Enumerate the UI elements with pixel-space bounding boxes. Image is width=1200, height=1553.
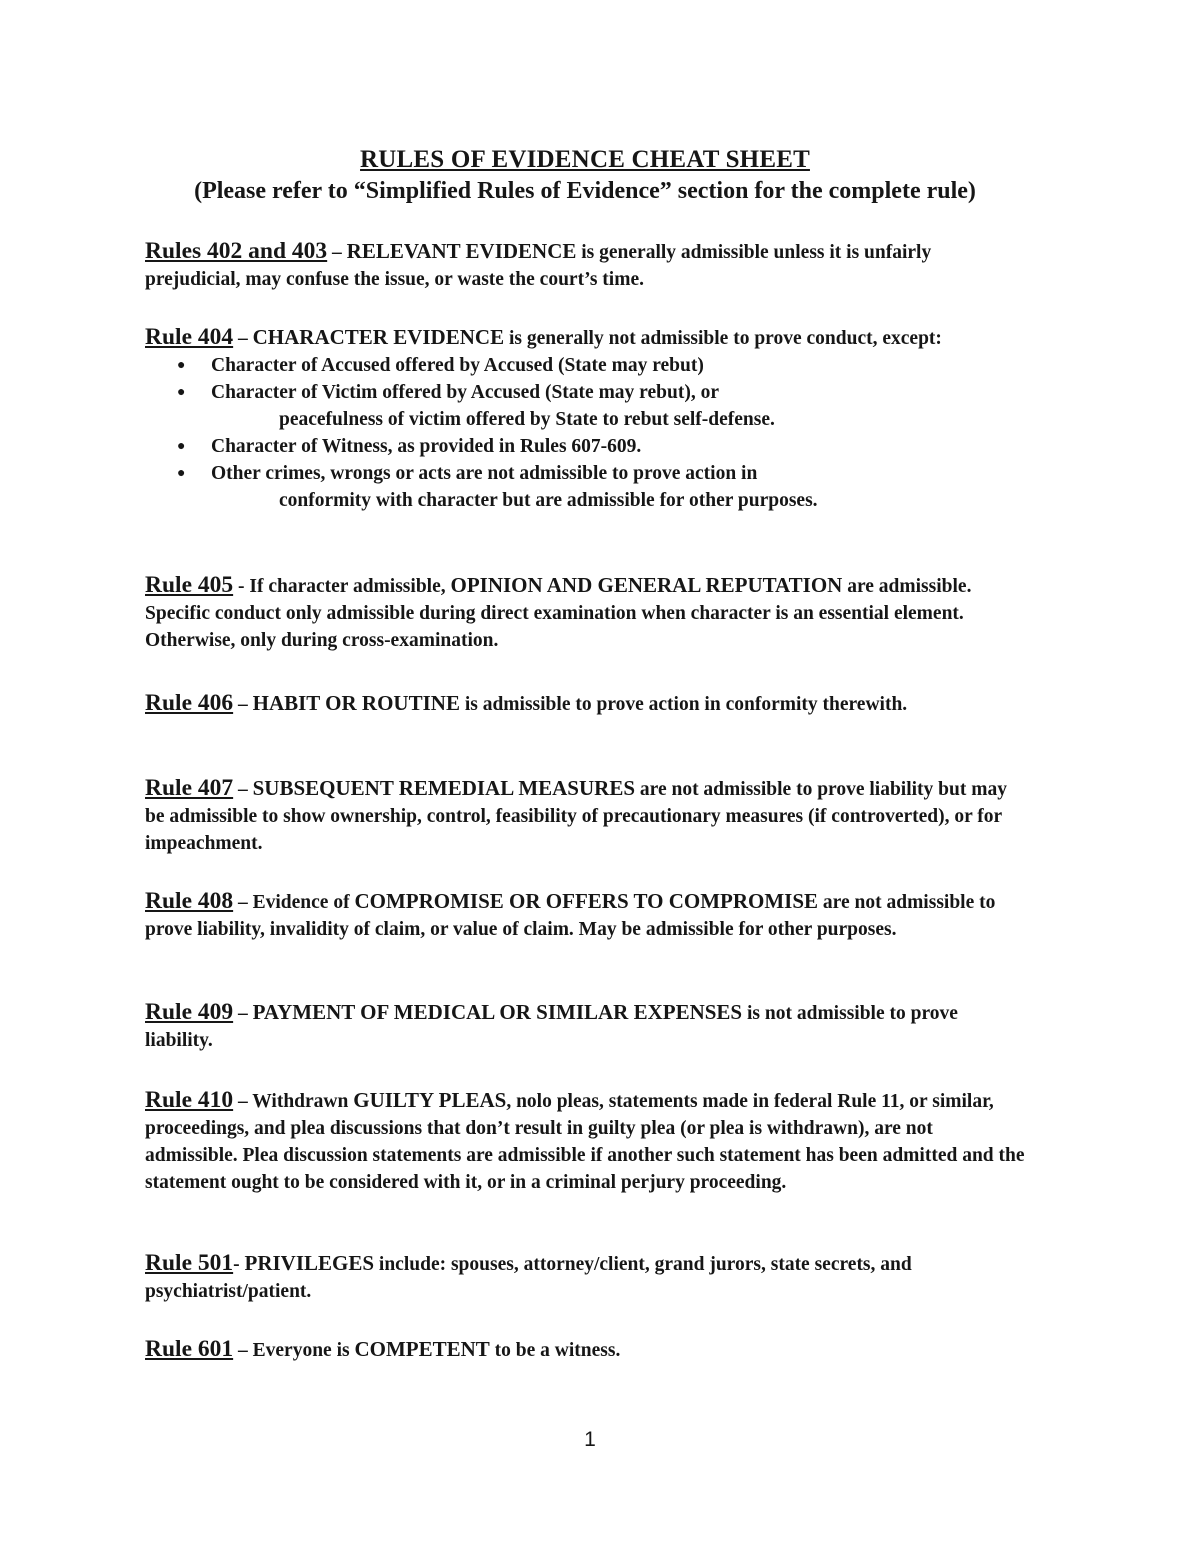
rule-topic: COMPETENT: [354, 1337, 490, 1361]
list-item: [145, 460, 1025, 514]
rule-topic: CHARACTER EVIDENCE: [252, 325, 505, 349]
rule-separator: –: [233, 1003, 253, 1024]
rule-text: is not admissible to prove liability.: [145, 1003, 958, 1051]
rule-topic: HABIT OR ROUTINE: [252, 691, 460, 715]
rule-402-403: [145, 238, 1025, 293]
rule-separator: -: [233, 1254, 245, 1275]
rule-text: are admissible. Specific conduct only admissible during direct examination when character is an essential element. Otherwise, only during cross-examination.: [145, 576, 972, 651]
rule-topic: PRIVILEGES: [244, 1251, 375, 1275]
list-item: [145, 352, 1025, 379]
rule-heading: Rules 402 and 403: [145, 238, 328, 264]
rule-501: [145, 1250, 1025, 1305]
rule-407: [145, 775, 1025, 857]
list-item-continuation: conformity with character but are admissible for other purposes.: [279, 490, 818, 511]
rule-heading: Rule 407: [145, 775, 234, 801]
rule-heading: Rule 406: [145, 690, 234, 716]
rule-separator: - If character admissible,: [233, 576, 451, 597]
rule-topic: OPINION AND GENERAL REPUTATION: [450, 573, 843, 597]
rule-heading: Rule 501: [145, 1250, 234, 1276]
rule-text: is generally admissible unless it is unfairly prejudicial, may confuse the issue, or waste the court’s time.: [145, 242, 932, 290]
rule-404: [145, 324, 1025, 514]
rule-separator: –: [327, 242, 347, 263]
rule-text: is generally not admissible to prove conduct, except:: [504, 328, 942, 349]
list-item: [145, 433, 1025, 460]
rule-heading: Rule 410: [145, 1087, 234, 1113]
rule-topic: SUBSEQUENT REMEDIAL MEASURES: [252, 776, 636, 800]
rule-text: are not admissible to prove liability but may be admissible to show ownership, control, feasibility of precautionary measures (if controverted), or for impeachment.: [145, 779, 1007, 854]
rule-separator: – Evidence of: [233, 892, 355, 913]
list-item-text: Character of Witness, as provided in Rules 607-609.: [211, 436, 642, 457]
rule-topic: PAYMENT OF MEDICAL OR SIMILAR EXPENSES: [252, 1000, 743, 1024]
rule-405: [145, 572, 1035, 654]
rule-text: , nolo pleas, statements made in federal Rule 11, or similar, proceedings, and plea discussions that don’t result in guilty plea (or plea is withdrawn), are not admissible. Plea discussion statements are admissible if another such statement has been admitted and the statement ought to be considered with it, or in a criminal perjury proceeding.: [145, 1091, 1025, 1193]
rule-409: [145, 999, 1025, 1054]
list-item-text: Character of Victim offered by Accused (State may rebut), or: [211, 382, 719, 403]
rule-text: to be a witness.: [489, 1340, 621, 1361]
bullet-icon: ●: [177, 358, 186, 373]
rule-heading: Rule 601: [145, 1336, 234, 1362]
rule-408: [145, 888, 1025, 943]
bullet-icon: ●: [177, 385, 186, 400]
rule-separator: – Withdrawn: [233, 1091, 354, 1112]
rule-406: [145, 690, 1025, 718]
page-number: 1: [584, 1428, 596, 1451]
rule-heading: Rule 404: [145, 324, 234, 350]
rule-topic: RELEVANT EVIDENCE: [346, 239, 577, 263]
rule-text: are not admissible to prove liability, invalidity of claim, or value of claim. May be admissible for other purposes.: [145, 892, 996, 940]
rule-separator: –: [233, 328, 253, 349]
rule-heading: Rule 405: [145, 572, 234, 598]
rule-601: [145, 1336, 1025, 1364]
exception-list: [145, 352, 1025, 514]
rule-separator: – Everyone is: [233, 1340, 355, 1361]
bullet-icon: ●: [177, 439, 186, 454]
rule-heading: Rule 408: [145, 888, 234, 914]
rule-text: is admissible to prove action in conformity therewith.: [459, 694, 908, 715]
rule-text: include: spouses, attorney/client, grand jurors, state secrets, and psychiatrist/patient.: [145, 1254, 912, 1302]
rule-separator: –: [233, 694, 253, 715]
list-item: [145, 379, 1025, 433]
list-item-text: Other crimes, wrongs or acts are not admissible to prove action in: [211, 463, 758, 484]
rule-heading: Rule 409: [145, 999, 234, 1025]
bullet-icon: ●: [177, 466, 186, 481]
document-title: RULES OF EVIDENCE CHEAT SHEET: [360, 146, 810, 173]
list-item-text: Character of Accused offered by Accused (State may rebut): [211, 355, 704, 376]
rule-topic: GUILTY PLEAS: [353, 1088, 507, 1112]
rule-410: [145, 1087, 1025, 1196]
document-subtitle: (Please refer to “Simplified Rules of Evidence” section for the complete rule): [194, 178, 976, 204]
list-item-continuation: peacefulness of victim offered by State to rebut self-defense.: [279, 409, 775, 430]
rule-separator: –: [233, 779, 253, 800]
rule-topic: COMPROMISE OR OFFERS TO COMPROMISE: [354, 889, 819, 913]
